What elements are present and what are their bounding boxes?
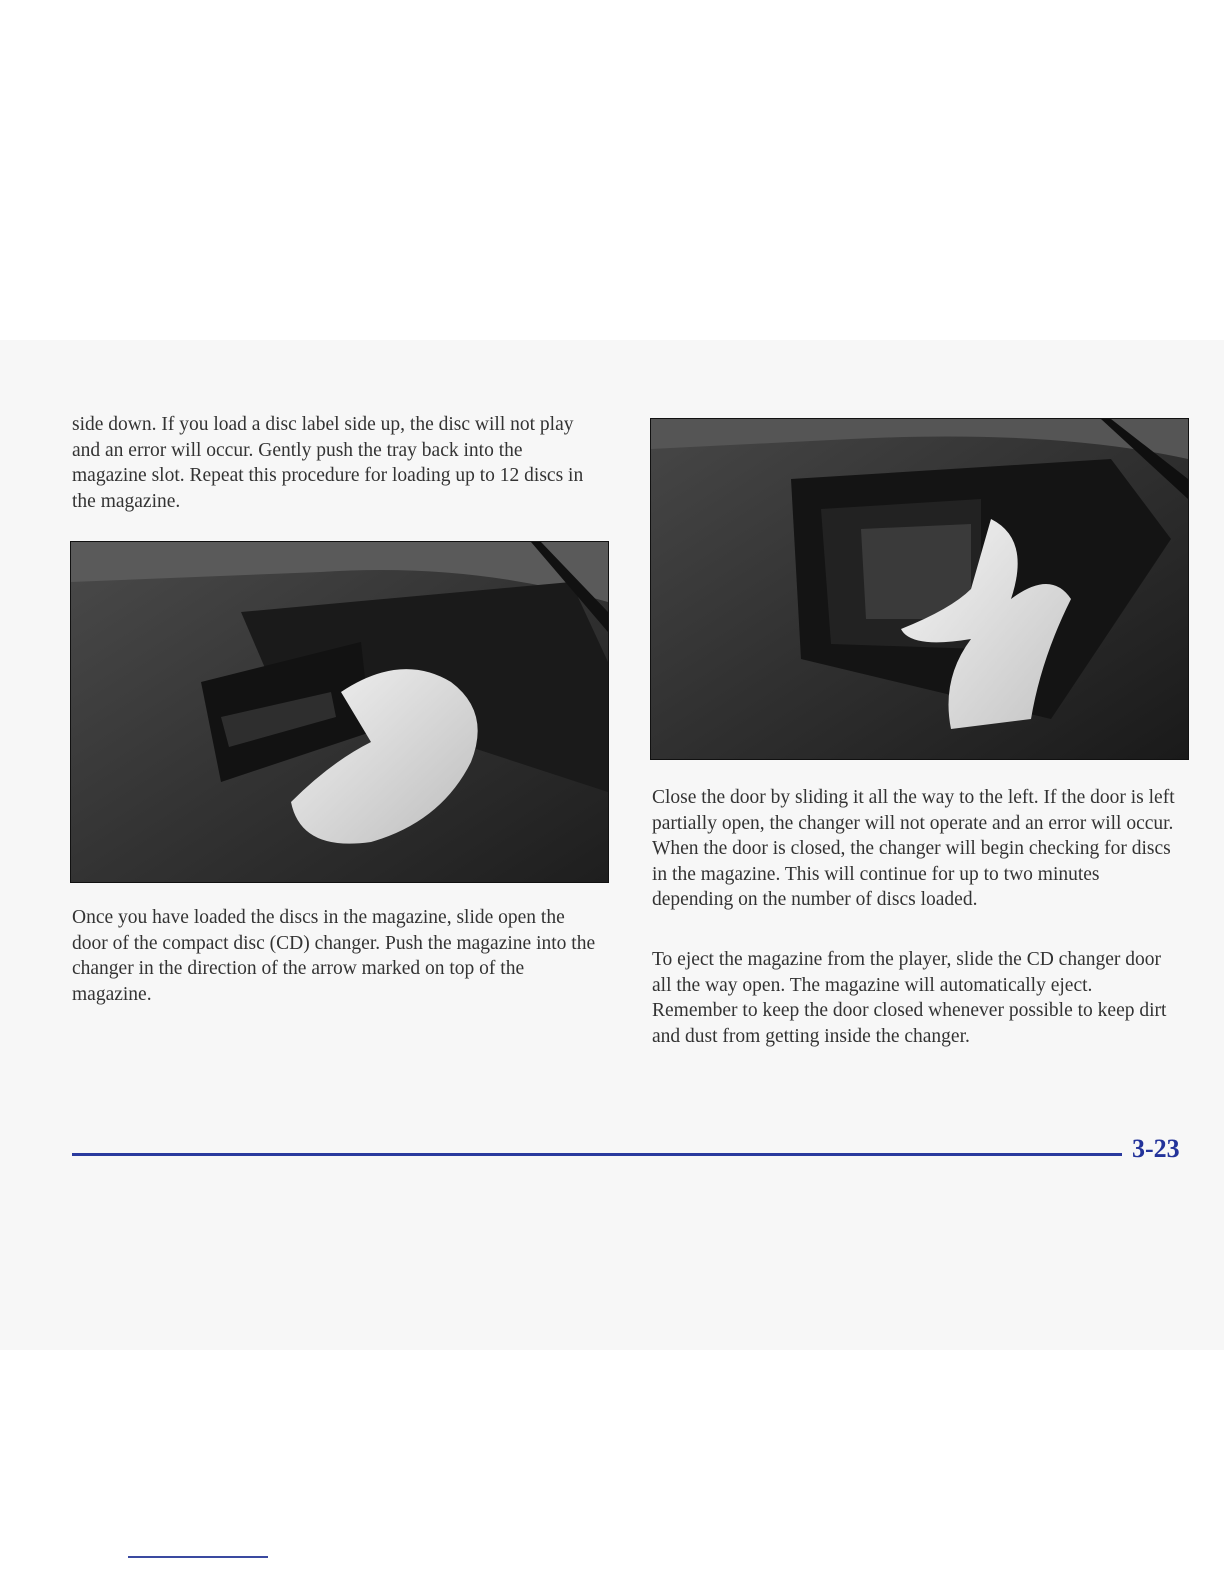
left-paragraph-1: side down. If you load a disc label side up, the disc will not play and an error will occur. Gently push the tray back into the magazine slot. Repeat this procedure for loading up to 12 discs in the magazine.	[72, 414, 584, 512]
right-paragraph-2: To eject the magazine from the player, slide the CD changer door all the way open. The magazine will automatically eject. Remember to keep the door closed whenever possible to keep dirt and dust from getting inside the changer.	[652, 949, 1167, 1047]
footer-rule	[72, 1153, 1122, 1156]
photo-closing-door	[650, 418, 1189, 760]
right-paragraph-1: Close the door by sliding it all the way to the left. If the door is left partially open, the changer will not operate and an error will occur. When the door is closed, the changer will begin checking for discs in the magazine. This will continue for up to two minutes depending on the number of discs loaded.	[652, 787, 1175, 910]
left-paragraph-2: Once you have loaded the discs in the magazine, slide open the door of the compact disc (CD) changer. Push the magazine into the changer in the direction of the arrow marked on top of the magazine.	[72, 907, 596, 1005]
page-number: 3-23	[1132, 1134, 1180, 1163]
photo-closing-door-image	[651, 419, 1188, 759]
photo-inserting-magazine-image	[71, 542, 608, 882]
photo-inserting-magazine	[70, 541, 609, 883]
bottom-line	[128, 1556, 268, 1558]
